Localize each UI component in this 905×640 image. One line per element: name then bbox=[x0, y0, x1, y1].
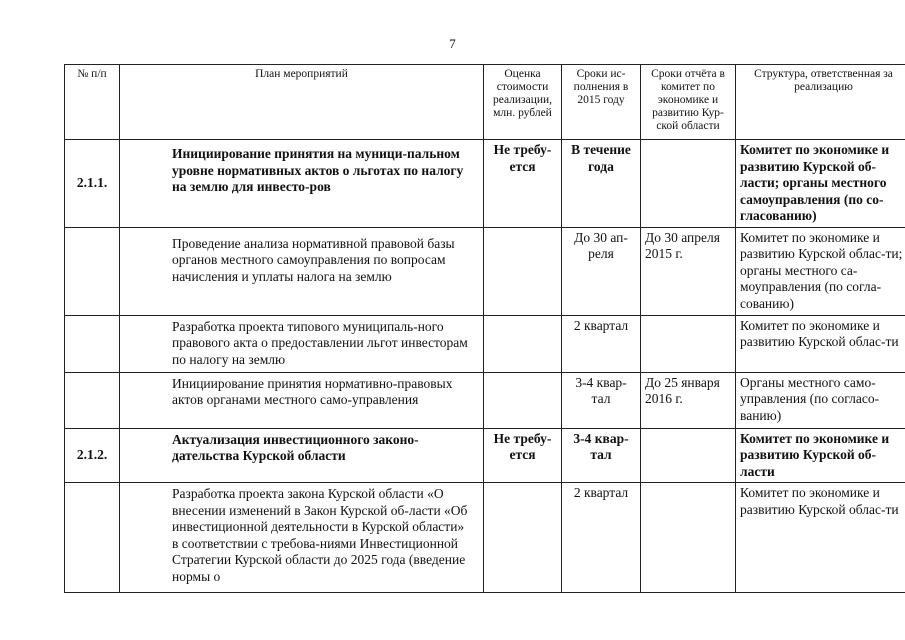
row-term: 3-4 квар-тал bbox=[562, 428, 641, 483]
page-number: 7 bbox=[449, 36, 456, 51]
table-row bbox=[65, 483, 905, 593]
row-report bbox=[641, 483, 736, 593]
row-plan: Инициирование принятия на муници-пальном уровне нормативных актов о льготах по налогу на землю для инвесто-ров bbox=[120, 140, 484, 228]
row-plan: Проведение анализа нормативной правовой базы органов местного самоуправления по вопросам начисления и уплаты налога на землю bbox=[120, 227, 484, 315]
table-row bbox=[65, 428, 905, 483]
row-report bbox=[641, 428, 736, 483]
row-responsible: Комитет по экономике и развитию Курской об-ласти bbox=[736, 428, 905, 483]
row-responsible: Комитет по экономике и развитию Курской об-ласти; органы местного самоуправления (по со-гласованию) bbox=[736, 140, 905, 228]
row-responsible: Комитет по экономике и развитию Курской облас-ти bbox=[736, 483, 905, 593]
row-plan bbox=[120, 483, 484, 593]
table-row bbox=[65, 315, 905, 372]
row-number bbox=[65, 315, 120, 372]
row-report: До 30 апреля 2015 г. bbox=[641, 227, 736, 315]
row-term: В течение года bbox=[562, 140, 641, 228]
row-cost bbox=[484, 315, 562, 372]
row-report: До 25 января 2016 г. bbox=[641, 372, 736, 428]
row-plan-text: Разработка проекта закона Курской области «О внесении изменений в Закон Курской об-ласти «Об инвестиционной деятельности в Курской области» в соответствии с требова-ниями Инвестиционной Стратегии Курской области до 2025 года (введение нормы о bbox=[172, 486, 468, 584]
action-plan-table bbox=[64, 64, 905, 593]
row-term: До 30 ап-реля bbox=[562, 227, 641, 315]
row-report bbox=[641, 315, 736, 372]
row-number bbox=[65, 483, 120, 593]
row-term: 2 квартал bbox=[562, 315, 641, 372]
row-responsible: Органы местного само-управления (по согласо-ванию) bbox=[736, 372, 905, 428]
header-term: Сроки ис-полнения в 2015 году bbox=[562, 65, 641, 140]
header-responsible: Структура, ответственная за реализацию bbox=[736, 65, 905, 140]
row-plan: Актуализация инвестиционного законо-дательства Курской области bbox=[120, 428, 484, 483]
row-plan: Разработка проекта типового муниципаль-ного правового акта о предоставлении льгот инвесторам по налогу на землю bbox=[120, 315, 484, 372]
row-number bbox=[65, 227, 120, 315]
row-term: 3-4 квар-тал bbox=[562, 372, 641, 428]
row-plan: Инициирование принятия нормативно-правовых актов органами местного само-управления bbox=[120, 372, 484, 428]
row-report bbox=[641, 140, 736, 228]
row-cost bbox=[484, 483, 562, 593]
row-cost: Не требу-ется bbox=[484, 140, 562, 228]
row-responsible: Комитет по экономике и развитию Курской облас-ти bbox=[736, 315, 905, 372]
header-number: № п/п bbox=[65, 65, 120, 140]
row-number: 2.1.1. bbox=[65, 140, 120, 228]
table-row bbox=[65, 227, 905, 315]
table-row bbox=[65, 140, 905, 228]
table-row bbox=[65, 372, 905, 428]
row-number bbox=[65, 372, 120, 428]
table-header-row bbox=[65, 65, 905, 140]
row-cost bbox=[484, 227, 562, 315]
row-cost: Не требу-ется bbox=[484, 428, 562, 483]
row-term: 2 квартал bbox=[562, 483, 641, 593]
header-plan: План мероприятий bbox=[120, 65, 484, 140]
row-responsible: Комитет по экономике и развитию Курской облас-ти; органы местного са-моуправления (по согла-сованию) bbox=[736, 227, 905, 315]
row-number: 2.1.2. bbox=[65, 428, 120, 483]
row-cost bbox=[484, 372, 562, 428]
header-cost: Оценка стоимости реализации, млн. рублей bbox=[484, 65, 562, 140]
header-report: Сроки отчёта в комитет по экономике и развитию Кур-ской области bbox=[641, 65, 736, 140]
